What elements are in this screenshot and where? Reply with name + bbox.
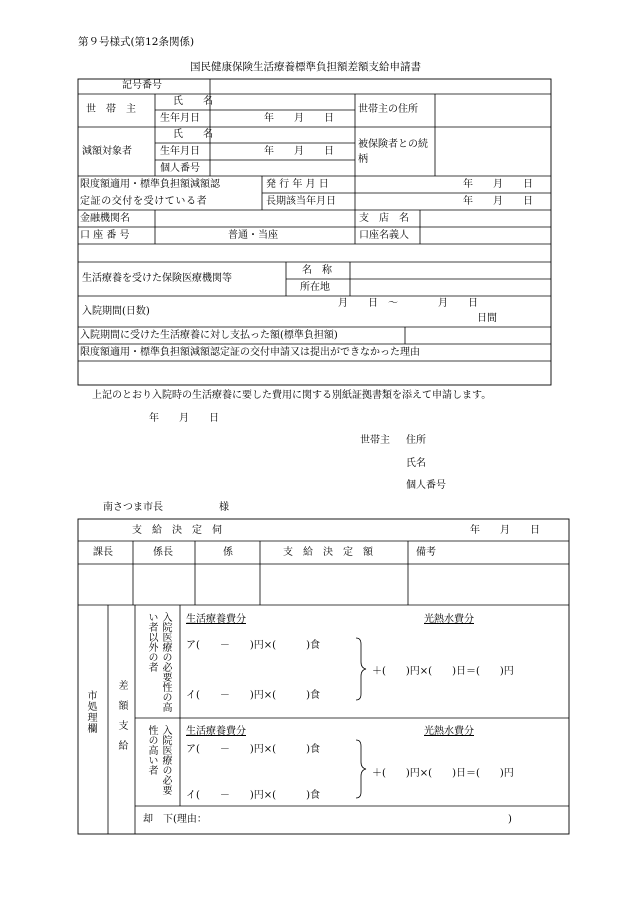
difference-payment-label: 差額支給	[116, 680, 127, 760]
group1-living-cost-label: 生活療養費分	[186, 614, 246, 625]
account-type-option[interactable]: 普通・当座	[228, 230, 278, 241]
long-term-date-label: 長期該当年月日	[266, 196, 336, 207]
applicant-personal-number-label: 個人番号	[406, 480, 446, 491]
account-holder-label: 口座名義人	[359, 230, 409, 241]
hospital-period-days: 日間	[477, 313, 497, 324]
application-date: 年 月 日	[149, 413, 219, 424]
account-number-label: 口 座 番 号	[80, 230, 130, 241]
staff-seal-box[interactable]	[197, 566, 259, 604]
target-birth-date: 年 月 日	[264, 146, 334, 157]
staff-label: 係	[223, 547, 233, 558]
addressee: 南さつま市長	[103, 502, 163, 513]
paid-amount-label: 入院期間に受けた生活療養に対し支払った額(標準負担額)	[80, 330, 338, 341]
reduction-target-label: 減額対象者	[82, 146, 132, 157]
group1-utility-formula: ＋( )円×( )日＝( )円	[372, 666, 514, 677]
decision-inquiry-label: 支 給 決 定 伺	[132, 525, 222, 536]
householder-label: 世 帯 主	[86, 104, 136, 115]
relationship-label: 被保険者との続柄	[358, 139, 428, 165]
issue-date-value: 年 月 日	[463, 179, 533, 190]
bank-name-label: 金融機関名	[80, 213, 130, 224]
target-personal-number-field[interactable]	[212, 161, 353, 175]
subsection-chief-label: 係長	[153, 547, 173, 558]
householder-name-field[interactable]	[212, 95, 353, 109]
hospital-period-label: 入院期間(日数)	[82, 306, 150, 317]
target-personal-number-label: 個人番号	[160, 163, 200, 174]
account-holder-field[interactable]	[422, 228, 550, 243]
rejection-close-paren: )	[508, 814, 512, 825]
applicant-address-label: 住所	[406, 435, 426, 446]
limit-cert-label-line1: 限度額適用・標準負担額減額認	[80, 179, 220, 190]
group2-living-cost-label: 生活療養費分	[186, 726, 246, 737]
institution-address-field[interactable]	[352, 280, 550, 295]
decision-date: 年 月 日	[470, 525, 540, 536]
decision-amount-field[interactable]	[262, 566, 407, 604]
reason-field[interactable]	[80, 362, 550, 384]
issue-date-label: 発 行 年 月 日	[266, 179, 329, 190]
branch-name-label: 支 店 名	[359, 213, 409, 224]
application-statement: 上記のとおり入院時の生活療養に要した費用に関する別紙証拠書類を添えて申請します。	[92, 390, 492, 401]
symbol-number-field[interactable]	[212, 80, 550, 93]
honorific: 様	[219, 502, 229, 513]
householder-birth-date: 年 月 日	[264, 113, 334, 124]
rejection-reason-field[interactable]	[214, 810, 504, 830]
relationship-field[interactable]	[437, 128, 550, 175]
target-name-field[interactable]	[212, 128, 353, 142]
remarks-field[interactable]	[410, 566, 568, 604]
reason-label: 限度額適用・標準負担額減額認定証の交付申請又は提出ができなかった理由	[80, 347, 420, 358]
group1-utility-cost-label: 光熱水費分	[424, 614, 474, 625]
group1-line-i: イ( － )円×( )食	[186, 690, 320, 701]
page-title: 国民健康保険生活療養標準負担額差額支給申請書	[190, 61, 421, 73]
long-term-date-value: 年 月 日	[463, 196, 533, 207]
rejection-label: 却 下(理由：	[143, 814, 207, 825]
subsection-chief-seal-box[interactable]	[135, 566, 194, 604]
householder-name-label: 氏 名	[173, 96, 213, 107]
paid-amount-field[interactable]	[407, 328, 550, 343]
group2-label: 入院医療の必要性の高い者	[146, 725, 171, 795]
institution-address-label: 所在地	[300, 282, 330, 293]
group2-line-i: イ( － )円×( )食	[186, 790, 320, 801]
householder-birth-label: 生年月日	[160, 113, 200, 124]
form-number-label: 第９号様式(第12条関係)	[78, 36, 195, 48]
city-processing-label: 市処理欄	[85, 690, 96, 734]
remarks-label: 備考	[416, 547, 436, 558]
target-birth-label: 生年月日	[160, 146, 200, 157]
institution-name-field[interactable]	[352, 263, 550, 278]
householder-address-field[interactable]	[437, 95, 550, 126]
section-chief-seal-box[interactable]	[80, 566, 132, 604]
group1-line-a: ア( － )円×( )食	[186, 640, 320, 651]
group1-label: 入院医療の必要性の高い者以外の者	[146, 612, 171, 712]
target-name-label: 氏 名	[173, 129, 213, 140]
limit-cert-label-line2: 定証の交付を受けている者	[80, 196, 208, 207]
bank-name-field[interactable]	[157, 211, 353, 226]
applicant-name-label: 氏名	[406, 458, 426, 469]
section-chief-label: 課長	[93, 547, 113, 558]
group2-utility-cost-label: 光熱水費分	[424, 726, 474, 737]
applicant-householder-label: 世帯主	[360, 435, 390, 446]
householder-address-label: 世帯主の住所	[358, 104, 418, 115]
medical-institution-label: 生活療養を受けた保険医療機関等	[82, 273, 232, 284]
group2-line-a: ア( － )円×( )食	[186, 744, 320, 755]
branch-name-field[interactable]	[422, 211, 550, 226]
decision-amount-label: 支 給 決 定 額	[283, 547, 373, 558]
group2-utility-formula: ＋( )円×( )日＝( )円	[372, 768, 514, 779]
institution-name-label: 名 称	[302, 265, 332, 276]
hospital-period-range: 月 日 〜 月 日	[338, 298, 478, 309]
symbol-number-label: 記号番号	[122, 80, 162, 91]
